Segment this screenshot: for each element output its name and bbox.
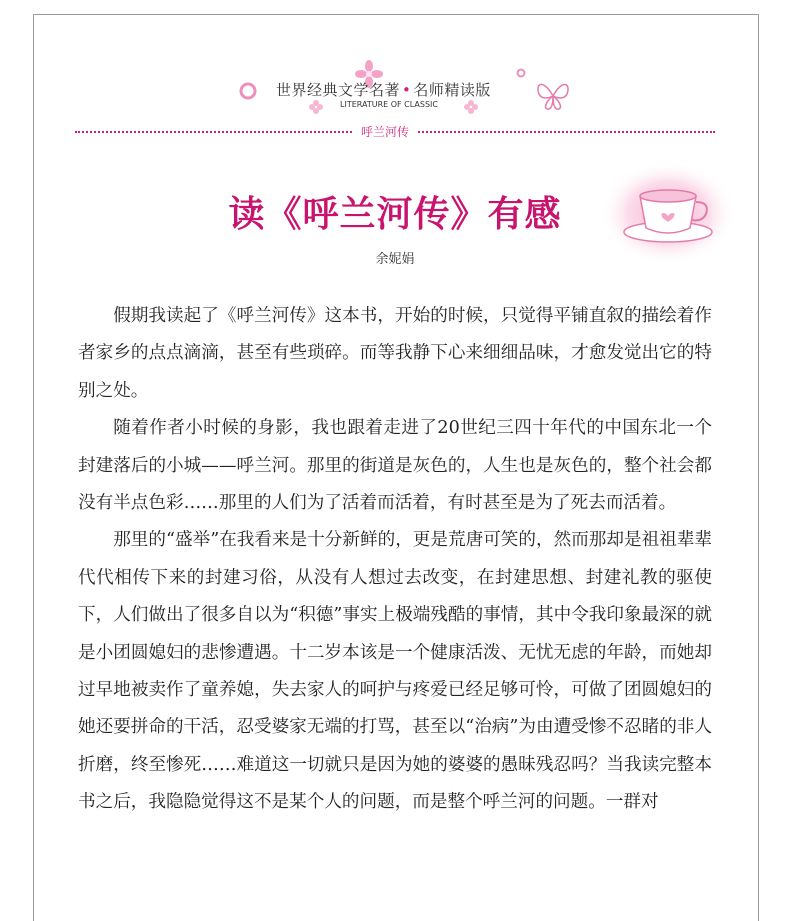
circle-icon (239, 82, 257, 100)
series-title (276, 79, 491, 100)
article-paragraph: 假期我读起了《呼兰河传》这本书，开始的时候，只觉得平铺直叙的描绘着作者家乡的点点滴滴，甚至有些琐碎。而等我静下心来细细品味，才愈发觉出它的特别之处。 (78, 306, 712, 401)
article-author: 余妮娟 (375, 252, 415, 267)
page-border-left (33, 14, 34, 921)
article-body (78, 298, 712, 822)
series-subtitle: LITERATURE OF CLASSIC (340, 100, 438, 109)
butterfly-icon (533, 76, 573, 114)
series-dot: • (402, 81, 412, 99)
small-flower-icon (464, 100, 478, 114)
page-border-top (33, 14, 759, 15)
series-title-main: 世界经典文学名著 (276, 81, 401, 99)
page-border-right (758, 14, 759, 921)
small-circle-icon (516, 68, 526, 78)
series-title-edition: 名师精读版 (413, 81, 491, 99)
article-paragraph: 那里的“盛举”在我看来是十分新鲜的，更是荒唐可笑的，然而那却是祖祖辈辈代代相传下来的封建习俗，从没有人想过去改变，在封建思想、封建礼教的驱使下，人们做出了很多自以为“积德”事实上极端残酷的事情，其中令我印象最深的就是小团圆媳妇的悲惨遭遇。十二岁本该是一个健康活泼、无忧无虑的年龄，而她却过早地被卖作了童养媳，失去家人的呵护与疼爱已经足够可怜，可做了团圆媳妇的她还要拼命的干活，忍受婆家无端的打骂，甚至以“治病”为由遭受惨不忍睹的非人折磨，终至惨死……难道这一切就只是因为她的婆婆的愚昧残忍吗？当我读完整本书之后，我隐隐觉得这不是某个人的问题，而是整个呼兰河的问题。一群对 (78, 530, 712, 813)
book-label: 呼兰河传 (353, 123, 417, 140)
article-title: 读《呼兰河传》有感 (228, 193, 562, 235)
article-paragraph: 随着作者小时候的身影，我也跟着走进了20世纪三四十年代的中国东北一个封建落后的小城——呼兰河。那里的街道是灰色的，人生也是灰色的，整个社会都没有半点色彩……那里的人们为了活着而活着，有时甚至是为了死去而活着。 (78, 418, 712, 514)
small-flower-icon (309, 100, 323, 114)
